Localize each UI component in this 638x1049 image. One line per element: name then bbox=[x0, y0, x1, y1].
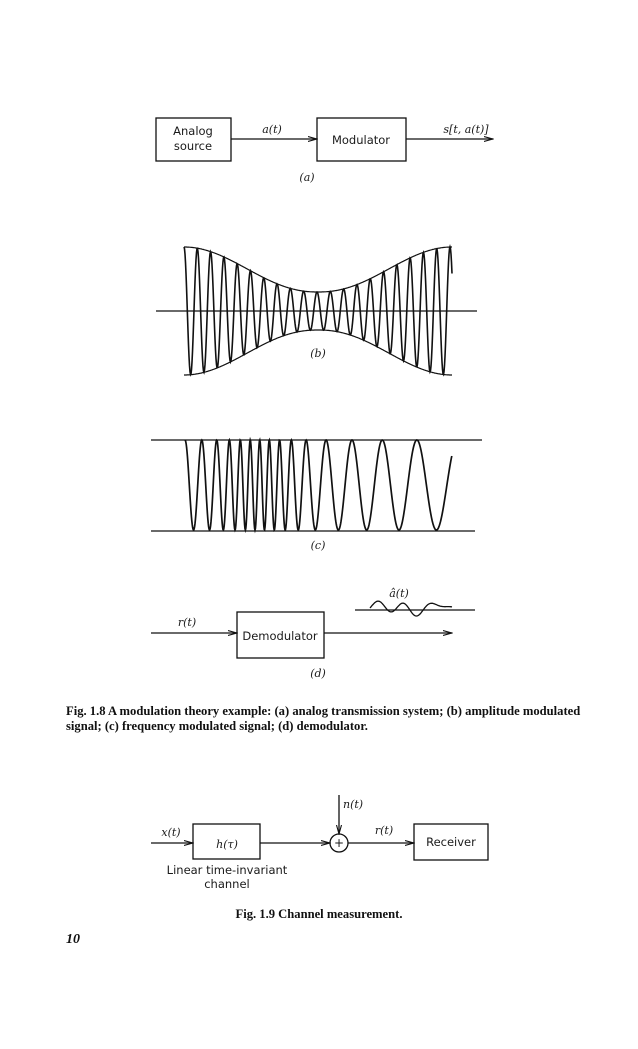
fm-wave bbox=[185, 440, 452, 530]
demodulator-label: Demodulator bbox=[242, 629, 318, 643]
sum-symbol: + bbox=[333, 836, 345, 850]
a-hat-label: â(t) bbox=[389, 587, 409, 600]
estimate-wave bbox=[370, 601, 452, 616]
a-t-label: a(t) bbox=[262, 123, 282, 136]
h-tau-label: h(τ) bbox=[216, 838, 238, 851]
fig18c-fm-signal bbox=[151, 440, 482, 531]
x-t-label: x(t) bbox=[161, 826, 181, 839]
analog-source-label-line1: Analog bbox=[173, 124, 213, 138]
receiver-label: Receiver bbox=[426, 835, 476, 849]
fig18-caption: Fig. 1.8 A modulation theory example: (a) analog transmission system; (b) amplitude modulated signal; (c) frequency modulated signal; (d) demodulator. bbox=[66, 704, 581, 733]
channel-desc-line2: channel bbox=[204, 877, 250, 891]
page-number: 10 bbox=[66, 932, 80, 947]
analog-source-label-line2: source bbox=[173, 139, 213, 153]
fig18b-panel-label: (b) bbox=[310, 347, 326, 360]
s-t-label: s[t, a(t)] bbox=[443, 123, 489, 136]
fig18a-panel-label: (a) bbox=[299, 171, 315, 184]
fig19-channel-diagram bbox=[151, 795, 488, 860]
r-t-output-label: r(t) bbox=[374, 824, 394, 837]
r-t-input-label: r(t) bbox=[177, 616, 197, 629]
modulator-label: Modulator bbox=[331, 133, 391, 147]
fig19-caption: Fig. 1.9 Channel measurement. bbox=[235, 907, 403, 921]
fig18d-panel-label: (d) bbox=[310, 667, 326, 680]
n-t-label: n(t) bbox=[343, 798, 364, 811]
channel-desc-line1: Linear time-invariant bbox=[166, 863, 288, 877]
fig18c-panel-label: (c) bbox=[310, 539, 326, 552]
